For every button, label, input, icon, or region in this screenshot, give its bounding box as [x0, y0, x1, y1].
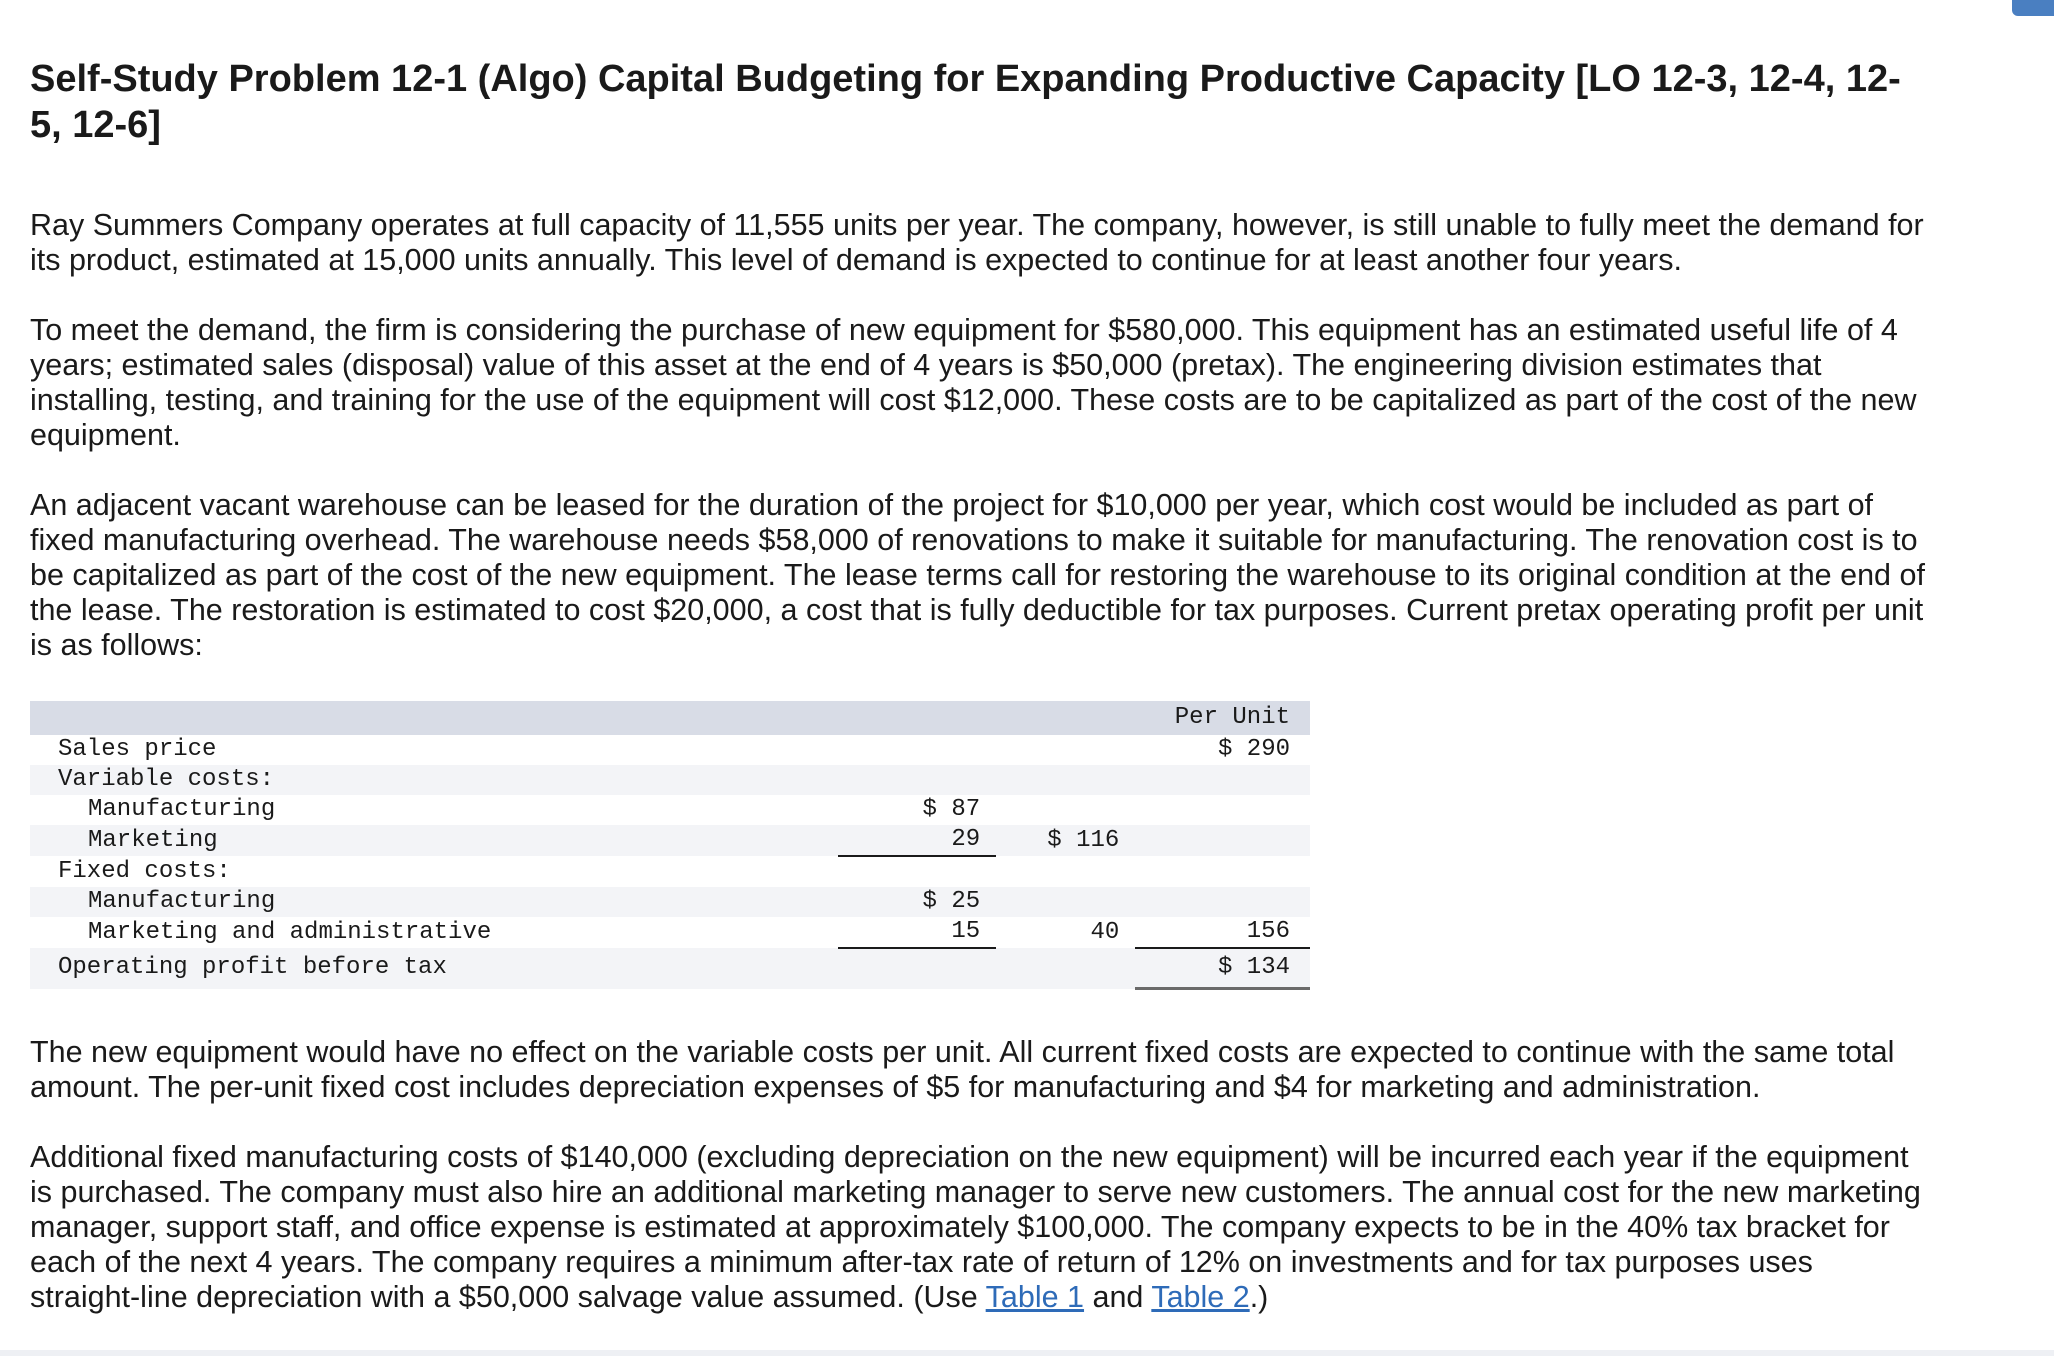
problem-title: Self-Study Problem 12-1 (Algo) Capital Budgeting for Expanding Productive Capacity [LO 12-3, 12-4, 12-5, 12-6]: [30, 58, 1901, 146]
corner-tab[interactable]: [2012, 0, 2054, 16]
operating-profit-table: [30, 701, 1310, 990]
table-row: Marketing 29 $ 116: [30, 825, 1310, 856]
paragraph-variable-costs: The new equipment would have no effect on the variable costs per unit. All current fixed costs are expected to continue with the same total amount. The per-unit fixed cost includes depreciation expenses of $5 for manufacturing and $4 for marketing and administration.: [30, 1035, 1895, 1104]
per-unit-header: Per Unit: [1135, 701, 1310, 735]
table-row: Sales price $ 290: [30, 735, 1310, 765]
problem-page: [30, 56, 1930, 1315]
paragraph-equipment: To meet the demand, the firm is considering the purchase of new equipment for $580,000. This equipment has an estimated useful life of 4 years; estimated sales (disposal) value of this asset at the end of 4 years is $50,000 (pretax). The engineering division estimates that installing, testing, and training for the use of the equipment will cost $12,000. These costs are to be capitalized as part of the cost of the new equipment.: [30, 313, 1917, 452]
table-row: Operating profit before tax $ 134: [30, 948, 1310, 989]
paragraph-warehouse: An adjacent vacant warehouse can be leased for the duration of the project for $10,000 per year, which cost would be included as part of fixed manufacturing overhead. The warehouse needs $58,000 of renovations to make it suitable for manufacturing. The renovation cost is to be capitalized as part of the cost of the new equipment. The lease terms call for restoring the warehouse to its original condition at the end of the lease. The restoration is estimated to cost $20,000, a cost that is fully deductible for tax purposes. Current pretax operating profit per unit is as follows:: [30, 488, 1925, 662]
table-row: Fixed costs:: [30, 856, 1310, 887]
paragraph-capacity: Ray Summers Company operates at full capacity of 11,555 units per year. The company, however, is still unable to fully meet the demand for its product, estimated at 15,000 units annually. This level of demand is expected to continue for at least another four years.: [30, 208, 1924, 277]
bottom-divider: [0, 1350, 2054, 1356]
table-header-row: [30, 701, 1310, 735]
paragraph-additional-costs: Additional fixed manufacturing costs of $140,000 (excluding depreciation on the new equipment) will be incurred each year if the equipment is purchased. The company must also hire an additional marketing manager to serve new customers. The annual cost for the new marketing manager, support staff, and office expense is estimated at approximately $100,000. The company expects to be in the 40% tax bracket for each of the next 4 years. The company requires a minimum after-tax rate of return of 12% on investments and for tax purposes uses straight-line depreciation with a $50,000 salvage value assumed. (Use Table 1 and Table 2.): [30, 1140, 1921, 1314]
table-row: Marketing and administrative 15 40 156: [30, 917, 1310, 948]
table-row: Variable costs:: [30, 765, 1310, 795]
table-1-link[interactable]: Table 1: [985, 1280, 1085, 1314]
table-2-link[interactable]: Table 2: [1151, 1280, 1250, 1314]
table-row: Manufacturing $ 25: [30, 887, 1310, 917]
table-row: Manufacturing $ 87: [30, 795, 1310, 825]
